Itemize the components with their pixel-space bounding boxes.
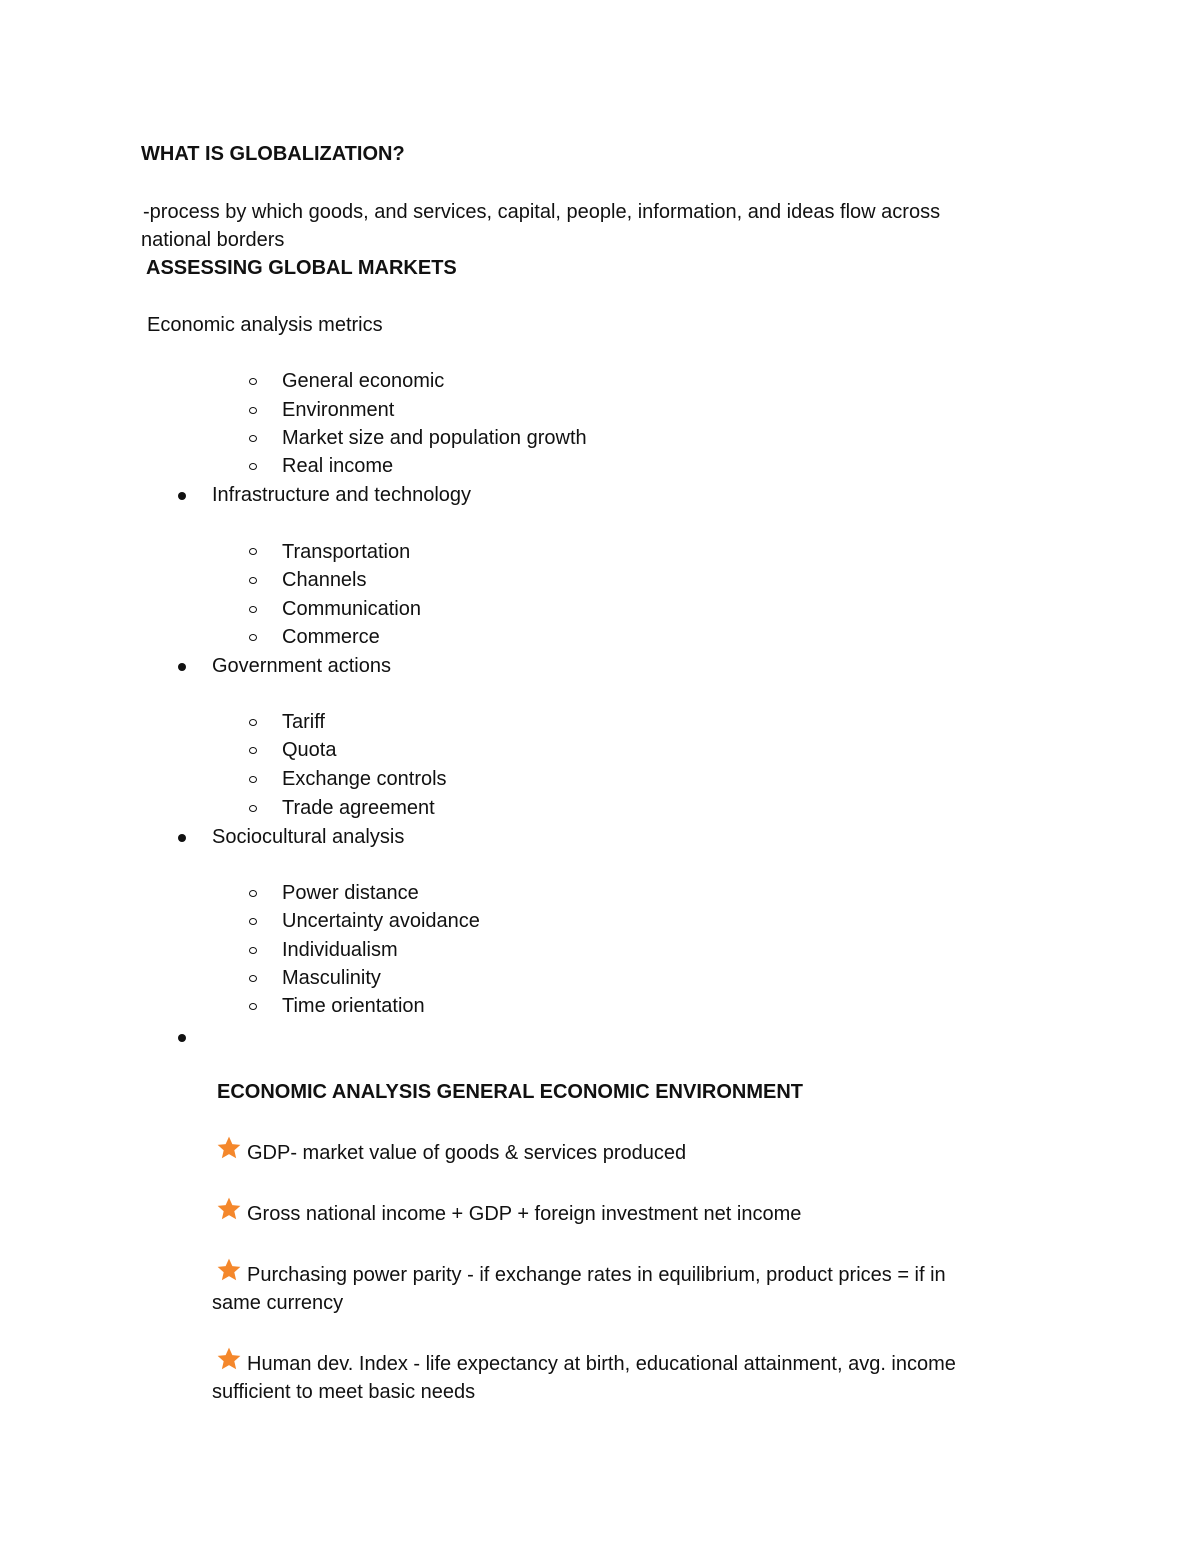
star-item-hdi: Human dev. Index - life expectancy at birth, educational attainment, avg. income	[247, 1353, 956, 1375]
star-icon	[216, 1196, 242, 1222]
hollow-circle-bullet-icon	[249, 975, 257, 982]
star-icon	[216, 1257, 242, 1283]
hollow-circle-bullet-icon	[249, 407, 257, 414]
hollow-circle-bullet-icon	[249, 918, 257, 925]
filled-circle-bullet-icon	[178, 834, 186, 842]
star-item-hdi-continued: sufficient to meet basic needs	[212, 1381, 476, 1403]
hollow-circle-bullet-icon	[249, 435, 257, 442]
list-item: Communication	[282, 598, 421, 620]
list-item: Environment	[282, 399, 395, 421]
list-item: Real income	[282, 455, 394, 477]
list-item: Quota	[282, 739, 337, 761]
list-item: Market size and population growth	[282, 427, 587, 449]
list-item: Time orientation	[282, 995, 425, 1017]
hollow-circle-bullet-icon	[249, 747, 257, 754]
hollow-circle-bullet-icon	[249, 606, 257, 613]
list-item: Masculinity	[282, 967, 381, 989]
hollow-circle-bullet-icon	[249, 378, 257, 385]
list-item: Trade agreement	[282, 797, 435, 819]
section-label-sociocultural: Sociocultural analysis	[212, 826, 405, 848]
star-icon	[216, 1346, 242, 1372]
list-item: General economic	[282, 370, 445, 392]
heading-assessing-global-markets: ASSESSING GLOBAL MARKETS	[146, 257, 457, 279]
list-item: Uncertainty avoidance	[282, 910, 480, 932]
hollow-circle-bullet-icon	[249, 577, 257, 584]
hollow-circle-bullet-icon	[249, 463, 257, 470]
list-item: Channels	[282, 569, 367, 591]
hollow-circle-bullet-icon	[249, 548, 257, 555]
hollow-circle-bullet-icon	[249, 805, 257, 812]
star-item-ppp: Purchasing power parity - if exchange rates in equilibrium, product prices = if in	[247, 1264, 946, 1286]
hollow-circle-bullet-icon	[249, 634, 257, 641]
star-icon	[216, 1135, 242, 1161]
heading-economic-environment: ECONOMIC ANALYSIS GENERAL ECONOMIC ENVIRONMENT	[217, 1081, 803, 1103]
hollow-circle-bullet-icon	[249, 1003, 257, 1010]
star-item-ppp-continued: same currency	[212, 1292, 344, 1314]
metrics-intro: Economic analysis metrics	[147, 314, 383, 336]
list-item: Power distance	[282, 882, 419, 904]
star-item-gdp: GDP- market value of goods & services produced	[247, 1142, 687, 1164]
definition-line-1: -process by which goods, and services, capital, people, information, and ideas flow across	[143, 201, 941, 223]
list-item: Tariff	[282, 711, 325, 733]
hollow-circle-bullet-icon	[249, 776, 257, 783]
section-label-government: Government actions	[212, 655, 391, 677]
definition-line-2: national borders	[141, 229, 285, 251]
section-label-infrastructure: Infrastructure and technology	[212, 484, 472, 506]
hollow-circle-bullet-icon	[249, 719, 257, 726]
filled-circle-bullet-icon	[178, 663, 186, 671]
hollow-circle-bullet-icon	[249, 890, 257, 897]
list-item: Exchange controls	[282, 768, 447, 790]
filled-circle-bullet-icon	[178, 492, 186, 500]
list-item: Commerce	[282, 626, 380, 648]
empty-bullet-icon	[178, 1034, 186, 1042]
star-item-gni: Gross national income + GDP + foreign investment net income	[247, 1203, 802, 1225]
hollow-circle-bullet-icon	[249, 947, 257, 954]
heading-globalization: WHAT IS GLOBALIZATION?	[141, 143, 405, 165]
list-item: Transportation	[282, 541, 411, 563]
list-item: Individualism	[282, 939, 398, 961]
